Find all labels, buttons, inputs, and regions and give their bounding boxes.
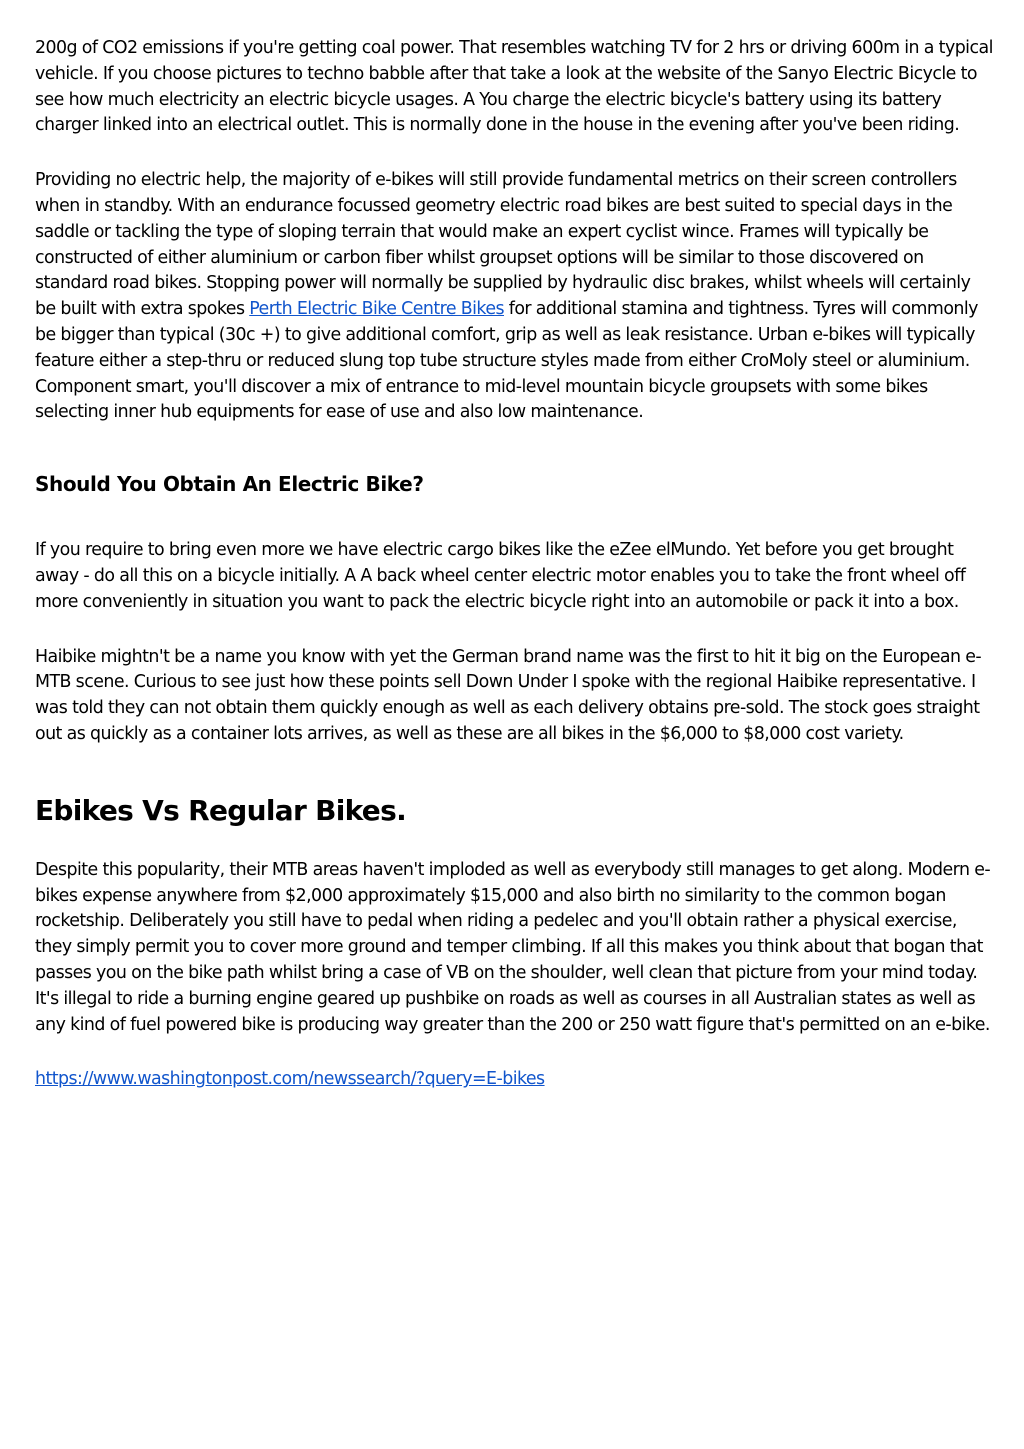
section-heading-obtain-electric-bike: Should You Obtain An Electric Bike? xyxy=(35,472,424,497)
source-link-line xyxy=(35,1067,993,1093)
section-heading-ebikes-vs-regular: Ebikes Vs Regular Bikes. xyxy=(35,793,407,827)
paragraph-co2-emissions: 200g of CO2 emissions if you're getting coal power. That resembles watching TV for 2 hrs or driving 600m in a typical vehicle. If you choose pictures to techno babble after that take a look at the website of the Sanyo Electric Bicycle to see how much electricity an electric bicycle usages. A You charge the electric bicycle's battery using its battery charger linked into an electrical outlet. This is normally done in the house in the evening after you've been riding. xyxy=(35,38,993,136)
paragraph-haibike: Haibike mightn't be a name you know with yet the German brand name was the first to hit it big on the European e-MTB scene. Curious to see just how these points sell Down Under I spoke with the regional Haibike representative. I was told they can not obtain them quickly enough as well as each delivery obtains pre-sold. The stock goes straight out as quickly as a container lots arrives, as well as these are all bikes in the $6,000 to $8,000 cost variety. xyxy=(35,646,982,744)
paragraph-cargo-bikes: If you require to bring even more we have electric cargo bikes like the eZee elMundo. Yet before you get brought away - do all this on a bicycle initially. A A back wheel center electric motor enables you to take the front wheel off more conveniently in situation you want to pack the electric bicycle right into an automobile or pack it into a box. xyxy=(35,540,966,612)
paragraph-popularity: Despite this popularity, their MTB areas haven't imploded as well as everybody still manages to get along. Modern e-bikes expense anywhere from $2,000 approximately $15,000 and also birth no similarity to the common bogan rocketship. Deliberately you still have to pedal when riding a pedelec and you'll obtain rather a physical exercise, they simply permit you to cover more ground and temper climbing. If all this makes you think about that bogan that passes you on the bike path whilst bring a case of VB on the shoulder, well clean that picture from your mind today. It's illegal to ride a burning engine geared up pushbike on roads as well as courses in all Australian states as well as any kind of fuel powered bike is producing way greater than the 200 or 250 watt figure that's permitted on an e-bike. xyxy=(35,859,991,1035)
paragraph-road-bikes-text-start: Providing no electric help, the majority of e-bikes will still provide fundamental metrics on their screen controllers when in standby. With an endurance focussed geometry electric road bikes are best suited to special days in the saddle or tackling the type of sloping terrain that would make an expert cyclist wince. Frames will typically be constructed of either aluminium or carbon fiber whilst groupset options will be similar to those discovered on standard road bikes. Stopping power will normally be supplied by hydraulic disc brakes, whilst wheels will certainly be built with extra spokes xyxy=(35,170,971,320)
paragraph-road-bikes-text-end: for additional stamina and tightness. Tyres will commonly be bigger than typical (30c +) to give additional comfort, grip as well as leak resistance. Urban e-bikes will typically feature either a step-thru or reduced slung top tube structure styles made from either CroMoly steel or aluminium. Component smart, you'll discover a mix of entrance to mid-level mountain bicycle groupsets with some bikes selecting inner hub equipments for ease of use and also low maintenance. xyxy=(35,299,978,423)
paragraph-road-bikes xyxy=(35,168,993,426)
document-page xyxy=(35,36,993,1093)
washington-post-link[interactable]: https://www.washingtonpost.com/newssearch/?query=E-bikes xyxy=(35,1069,545,1090)
perth-electric-bike-link[interactable]: Perth Electric Bike Centre Bikes xyxy=(249,299,504,320)
